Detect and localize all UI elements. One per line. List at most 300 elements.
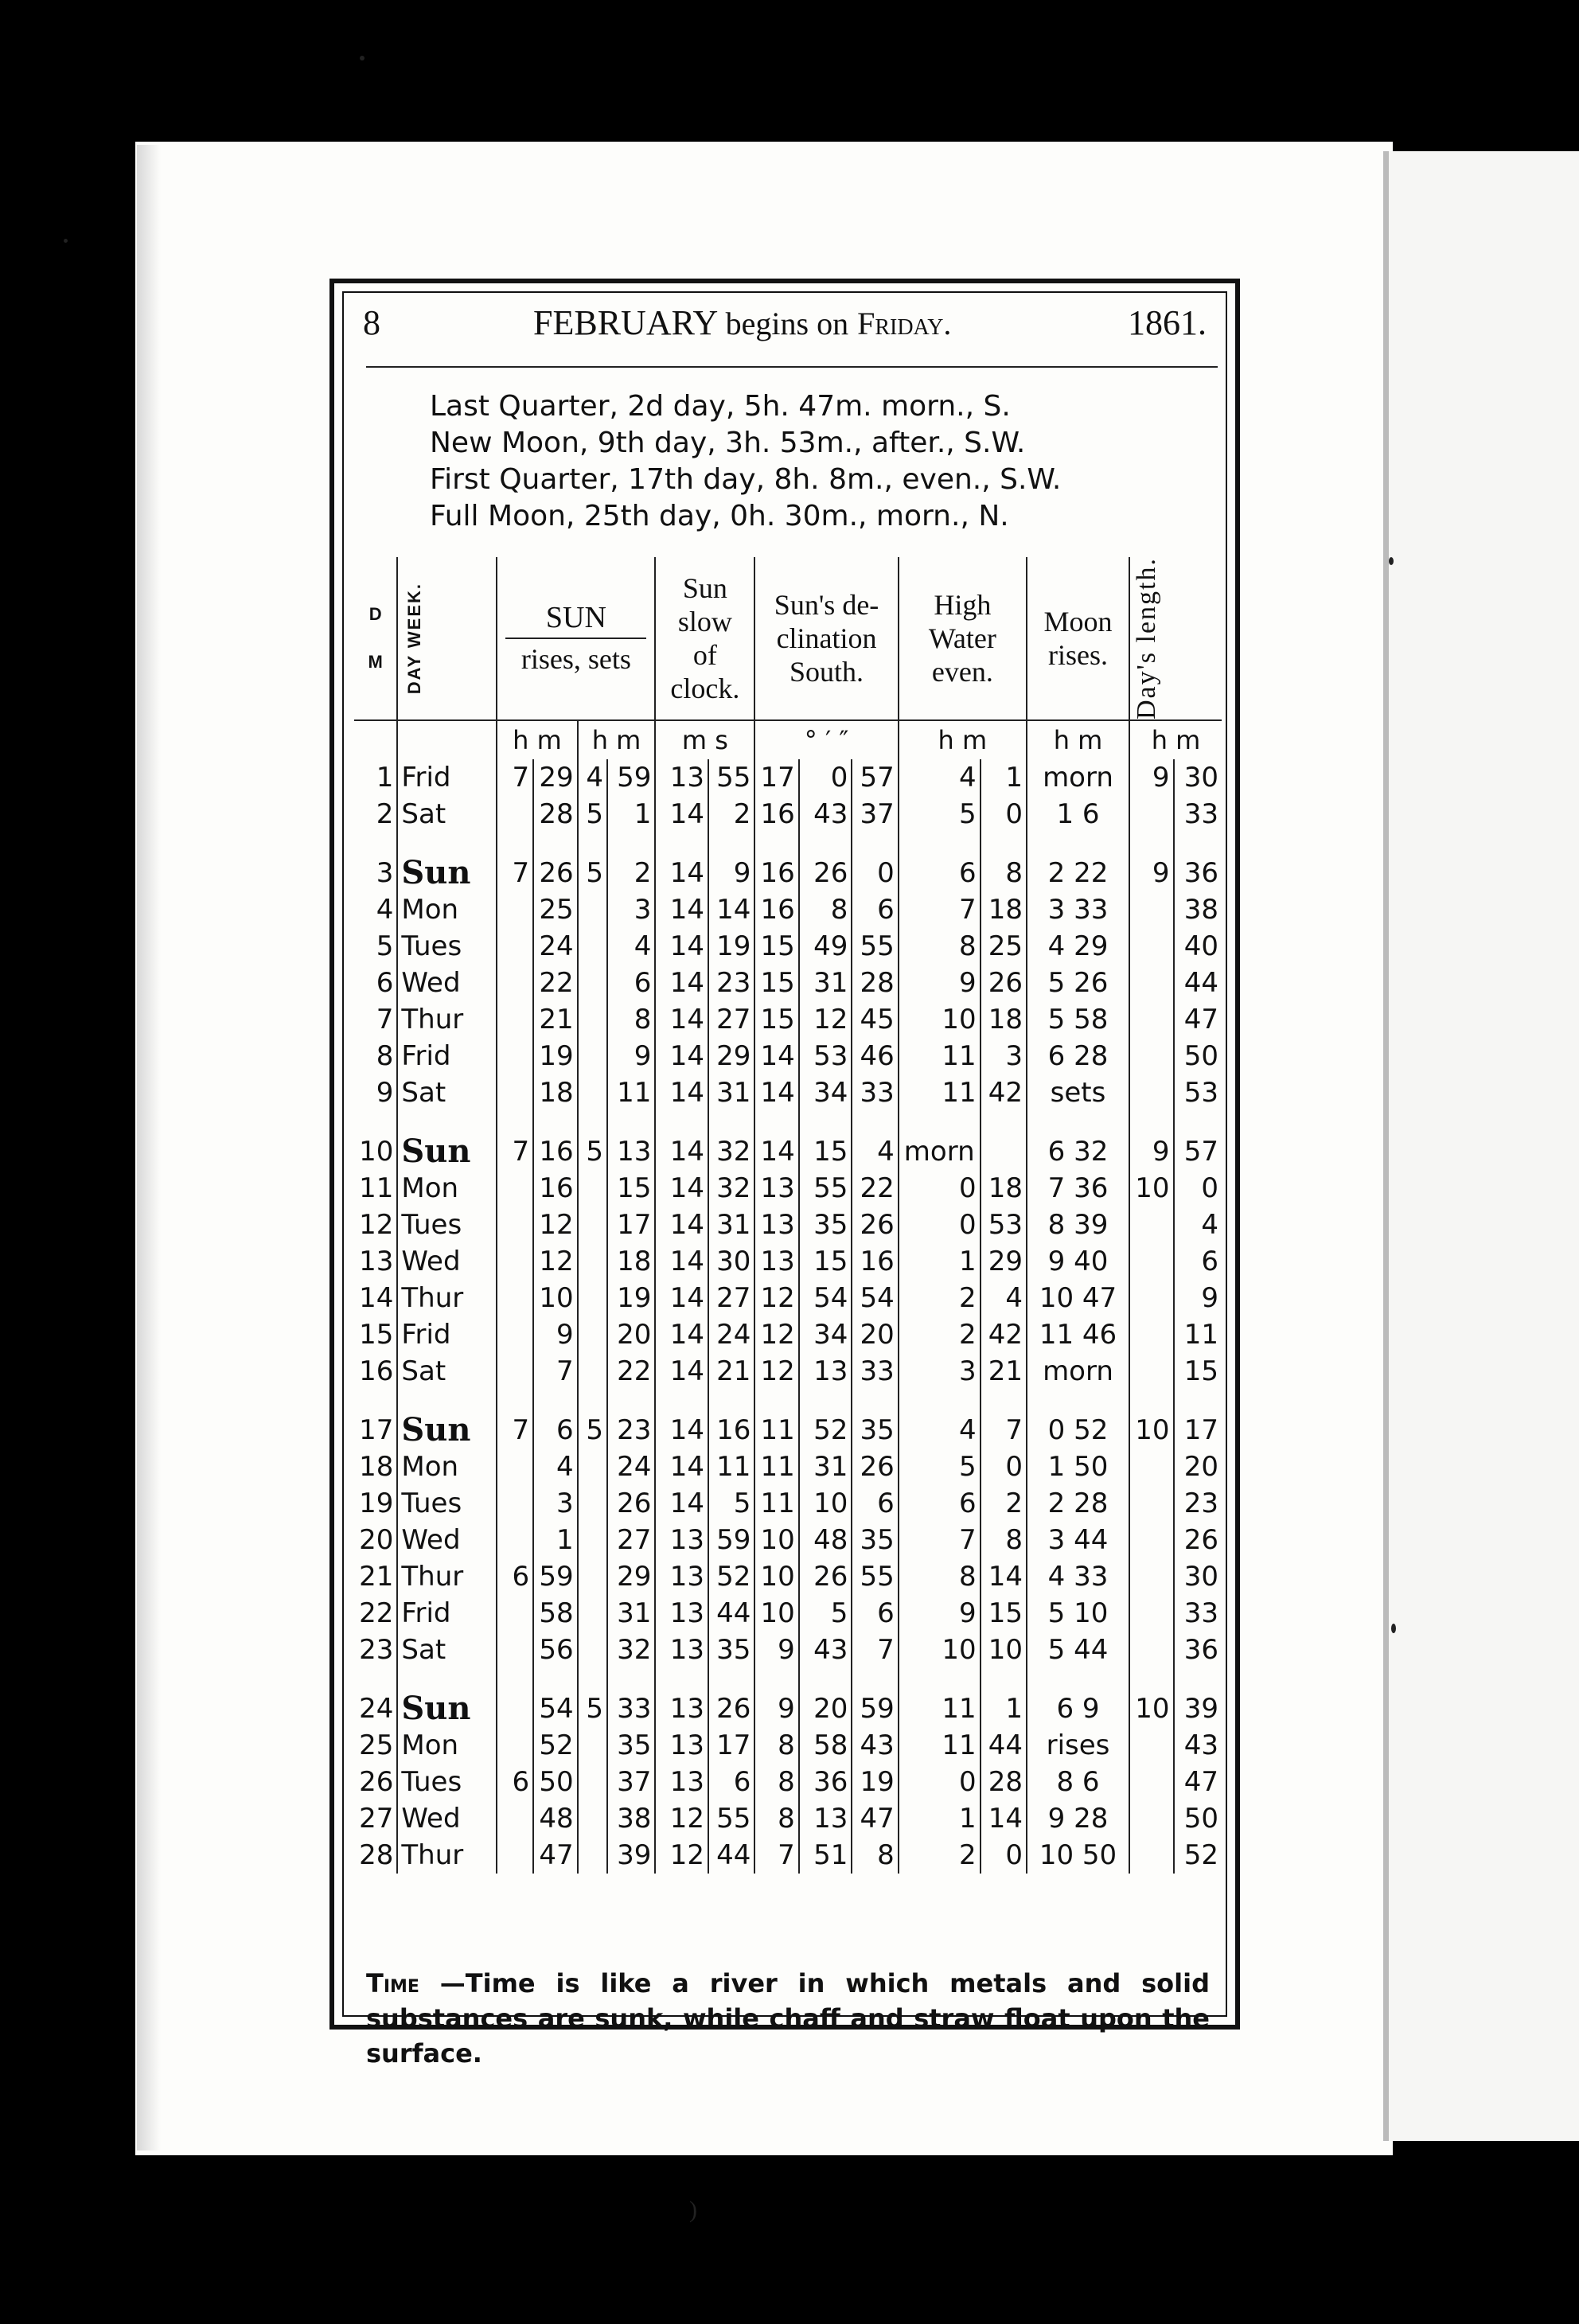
cell-lm: 47	[1174, 1764, 1222, 1800]
cell-slow_m: 13	[655, 1690, 708, 1727]
cell-lm: 53	[1174, 1074, 1222, 1111]
cell-slow_s: 17	[708, 1727, 754, 1764]
cell-lm: 38	[1174, 891, 1222, 928]
cell-wh: 5	[899, 796, 981, 833]
cell-dsec: 35	[852, 1412, 898, 1449]
cell-day: Sat	[397, 1353, 497, 1390]
cell-sm: 8	[607, 1001, 655, 1038]
cell-rm: 12	[533, 1243, 577, 1280]
cell-lm: 6	[1174, 1243, 1222, 1280]
cell-wh: 0	[899, 1207, 981, 1243]
cell-day: Tues	[397, 1207, 497, 1243]
cell-rh	[497, 1001, 533, 1038]
cell-sh: 5	[578, 855, 607, 891]
cell-moon: 3 44	[1027, 1522, 1129, 1558]
cell-slow_m: 13	[655, 759, 708, 796]
cell-dm: 21	[359, 1561, 394, 1593]
cell-slow_m: 14	[655, 1038, 708, 1074]
cell-lm: 30	[1174, 759, 1222, 796]
cell-lm: 30	[1174, 1558, 1222, 1595]
cell-wh: 6	[899, 1485, 981, 1522]
cell-dm: 27	[359, 1803, 394, 1835]
cell-dsec: 7	[852, 1632, 898, 1668]
cell-dm: 18	[359, 1451, 394, 1483]
cell-wh: 8	[899, 928, 981, 965]
cell-dd: 13	[754, 1170, 798, 1207]
cell-dd: 10	[754, 1595, 798, 1632]
cell-dd: 14	[754, 1074, 798, 1111]
cell-sh	[578, 965, 607, 1001]
page-number: 8	[363, 303, 380, 342]
cell-dsec: 26	[852, 1449, 898, 1485]
cell-wm: 1	[981, 759, 1027, 796]
cell-rm: 12	[533, 1207, 577, 1243]
cell-moon: 8 39	[1027, 1207, 1129, 1243]
speck	[1389, 557, 1394, 565]
cell-rh	[497, 1074, 533, 1111]
cell-dmin: 15	[799, 1133, 852, 1170]
cell-slow_m: 13	[655, 1764, 708, 1800]
cell-day: Sat	[397, 796, 497, 833]
cell-moon: 1 50	[1027, 1449, 1129, 1485]
page-title	[533, 302, 951, 343]
table-row	[354, 796, 1222, 833]
cell-day: Tues	[397, 1485, 497, 1522]
cell-dmin: 0	[799, 759, 852, 796]
cell-lm: 40	[1174, 928, 1222, 965]
cell-rm: 47	[533, 1837, 577, 1874]
cell-rm: 29	[533, 759, 577, 796]
cell-slow_m: 14	[655, 1485, 708, 1522]
phase-line: New Moon, 9th day, 3h. 53m., after., S.W.	[430, 427, 1026, 459]
table-row	[354, 1038, 1222, 1074]
page-header	[357, 302, 1216, 350]
cell-slow_s: 31	[708, 1074, 754, 1111]
cell-day: Wed	[397, 965, 497, 1001]
cell-day: Sun	[397, 1412, 497, 1449]
table-row	[354, 1595, 1222, 1632]
cell-dsec: 28	[852, 965, 898, 1001]
cell-wm: 42	[981, 1074, 1027, 1111]
cell-lm: 52	[1174, 1837, 1222, 1874]
table-row	[354, 1074, 1222, 1111]
cell-rh	[497, 1243, 533, 1280]
cell-dmin: 12	[799, 1001, 852, 1038]
cell-rm: 6	[533, 1412, 577, 1449]
cell-rm: 58	[533, 1595, 577, 1632]
table-row	[354, 1522, 1222, 1558]
cell-dm: 23	[359, 1634, 394, 1666]
cell-lh: 10	[1129, 1690, 1173, 1727]
cell-sm: 9	[607, 1038, 655, 1074]
cell-moon: rises	[1027, 1727, 1129, 1764]
cell-dd: 15	[754, 928, 798, 965]
cell-sh	[578, 1243, 607, 1280]
cell-rh	[497, 1449, 533, 1485]
cell-lh	[1129, 1485, 1173, 1522]
cell-wh: 8	[899, 1558, 981, 1595]
cell-dd: 17	[754, 759, 798, 796]
cell-slow_m: 14	[655, 855, 708, 891]
cell-lh	[1129, 1727, 1173, 1764]
cell-day: Thur	[397, 1558, 497, 1595]
proverb	[366, 1966, 1210, 2071]
cell-wm	[981, 1133, 1027, 1170]
cell-moon: 10 50	[1027, 1837, 1129, 1874]
cell-sm: 27	[607, 1522, 655, 1558]
table-row	[354, 1485, 1222, 1522]
cell-sm: 17	[607, 1207, 655, 1243]
cell-day: Tues	[397, 1764, 497, 1800]
cell-lh: 10	[1129, 1412, 1173, 1449]
cell-lm: 33	[1174, 1595, 1222, 1632]
cell-slow_m: 14	[655, 1412, 708, 1449]
cell-lm: 17	[1174, 1412, 1222, 1449]
col-moon-rises: Moon rises.	[1027, 557, 1129, 720]
cell-dm: 4	[376, 894, 394, 926]
cell-day: Sun	[397, 855, 497, 891]
cell-rh	[497, 891, 533, 928]
cell-dm: 10	[359, 1136, 394, 1168]
cell-rm: 56	[533, 1632, 577, 1668]
cell-rm: 21	[533, 1001, 577, 1038]
cell-sm: 23	[607, 1412, 655, 1449]
cell-dm: 9	[376, 1077, 394, 1109]
cell-lm: 11	[1174, 1316, 1222, 1353]
cell-dsec: 45	[852, 1001, 898, 1038]
cell-slow_s: 9	[708, 855, 754, 891]
cell-wm: 15	[981, 1595, 1027, 1632]
cell-moon: 9 28	[1027, 1800, 1129, 1837]
cell-dmin: 10	[799, 1485, 852, 1522]
cell-moon: 5 26	[1027, 965, 1129, 1001]
cell-slow_s: 23	[708, 965, 754, 1001]
cell-rh	[497, 1837, 533, 1874]
cell-slow_m: 14	[655, 965, 708, 1001]
cell-dsec: 19	[852, 1764, 898, 1800]
cell-day: Frid	[397, 759, 497, 796]
cell-dd: 11	[754, 1485, 798, 1522]
cell-slow_s: 19	[708, 928, 754, 965]
cell-dmin: 58	[799, 1727, 852, 1764]
cell-rh	[497, 965, 533, 1001]
phase-line: Last Quarter, 2d day, 5h. 47m. morn., S.	[430, 390, 1011, 423]
cell-sh: 5	[578, 1133, 607, 1170]
cell-dd: 13	[754, 1243, 798, 1280]
cell-rh: 7	[497, 759, 533, 796]
cell-rm: 50	[533, 1764, 577, 1800]
cell-lm: 47	[1174, 1001, 1222, 1038]
cell-slow_s: 14	[708, 891, 754, 928]
cell-dm: 16	[359, 1355, 394, 1387]
cell-sm: 15	[607, 1170, 655, 1207]
cell-dmin: 15	[799, 1243, 852, 1280]
cell-dsec: 43	[852, 1727, 898, 1764]
table-row	[354, 1316, 1222, 1353]
cell-wm: 8	[981, 1522, 1027, 1558]
cell-sh	[578, 1207, 607, 1243]
cell-dd: 8	[754, 1764, 798, 1800]
cell-slow_s: 26	[708, 1690, 754, 1727]
cell-sm: 29	[607, 1558, 655, 1595]
cell-sh	[578, 1038, 607, 1074]
cell-rm: 16	[533, 1133, 577, 1170]
cell-slow_s: 21	[708, 1353, 754, 1390]
cell-sm: 37	[607, 1764, 655, 1800]
cell-sh	[578, 1353, 607, 1390]
cell-lh: 9	[1129, 1133, 1173, 1170]
cell-day: Tues	[397, 928, 497, 965]
cell-lh	[1129, 1837, 1173, 1874]
moon-phases	[430, 388, 1061, 535]
cell-slow_s: 2	[708, 796, 754, 833]
col-sun	[497, 557, 655, 720]
cell-lh: 10	[1129, 1170, 1173, 1207]
footer-mark: )	[689, 2197, 697, 2223]
cell-dsec: 0	[852, 855, 898, 891]
col-dm-m: M	[368, 652, 383, 672]
cell-dm: 19	[359, 1488, 394, 1519]
cell-wm: 18	[981, 1170, 1027, 1207]
cell-sh	[578, 928, 607, 965]
cell-dd: 16	[754, 796, 798, 833]
cell-moon: 10 47	[1027, 1280, 1129, 1316]
cell-dsec: 33	[852, 1353, 898, 1390]
cell-wm: 14	[981, 1800, 1027, 1837]
cell-slow_s: 30	[708, 1243, 754, 1280]
cell-slow_m: 13	[655, 1595, 708, 1632]
cell-sm: 22	[607, 1353, 655, 1390]
cell-dsec: 22	[852, 1170, 898, 1207]
cell-dd: 15	[754, 1001, 798, 1038]
cell-dsec: 46	[852, 1038, 898, 1074]
cell-moon: 2 28	[1027, 1485, 1129, 1522]
cell-lh	[1129, 1207, 1173, 1243]
cell-dm: 3	[376, 857, 394, 889]
cell-sh	[578, 1595, 607, 1632]
cell-lm: 20	[1174, 1449, 1222, 1485]
cell-rh: 7	[497, 1133, 533, 1170]
cell-rh: 7	[497, 1412, 533, 1449]
cell-dmin: 26	[799, 1558, 852, 1595]
cell-dmin: 31	[799, 1449, 852, 1485]
cell-lh	[1129, 1522, 1173, 1558]
cell-dmin: 26	[799, 855, 852, 891]
cell-sh	[578, 1316, 607, 1353]
cell-rh: 6	[497, 1764, 533, 1800]
cell-moon: sets	[1027, 1074, 1129, 1111]
cell-rm: 1	[533, 1522, 577, 1558]
almanac-table	[354, 557, 1222, 1874]
cell-slow_m: 14	[655, 1280, 708, 1316]
cell-lm: 9	[1174, 1280, 1222, 1316]
table-row	[354, 1170, 1222, 1207]
cell-slow_s: 27	[708, 1280, 754, 1316]
cell-day: Sun	[397, 1690, 497, 1727]
table-row	[354, 1001, 1222, 1038]
cell-sh	[578, 1764, 607, 1800]
cell-day: Wed	[397, 1522, 497, 1558]
cell-wh: 0	[899, 1764, 981, 1800]
cell-lh	[1129, 965, 1173, 1001]
cell-dd: 8	[754, 1727, 798, 1764]
cell-rm: 9	[533, 1316, 577, 1353]
cell-lh	[1129, 1595, 1173, 1632]
cell-sh: 5	[578, 1690, 607, 1727]
cell-wm: 7	[981, 1412, 1027, 1449]
cell-moon: 5 44	[1027, 1632, 1129, 1668]
cell-sm: 33	[607, 1690, 655, 1727]
cell-sm: 13	[607, 1133, 655, 1170]
cell-rm: 52	[533, 1727, 577, 1764]
units-row: h m h m m s ° ′ ″ h m h m h m	[354, 720, 1222, 759]
cell-dsec: 16	[852, 1243, 898, 1280]
cell-dd: 14	[754, 1133, 798, 1170]
cell-moon: morn	[1027, 759, 1129, 796]
cell-sm: 1	[607, 796, 655, 833]
cell-slow_s: 24	[708, 1316, 754, 1353]
col-sun-title: SUN	[505, 601, 646, 639]
table-row	[354, 1449, 1222, 1485]
cell-day: Wed	[397, 1243, 497, 1280]
cell-wh: 10	[899, 1001, 981, 1038]
cell-wh: 2	[899, 1316, 981, 1353]
cell-dm: 1	[376, 762, 394, 794]
cell-dm: 24	[359, 1693, 394, 1725]
table-row	[354, 1764, 1222, 1800]
table-row	[354, 891, 1222, 928]
table-row	[354, 1632, 1222, 1668]
cell-sh	[578, 1632, 607, 1668]
cell-wh: 9	[899, 965, 981, 1001]
cell-slow_s: 44	[708, 1595, 754, 1632]
cell-dsec: 6	[852, 1485, 898, 1522]
cell-dmin: 48	[799, 1522, 852, 1558]
table-row	[354, 759, 1222, 796]
cell-dd: 9	[754, 1632, 798, 1668]
cell-dsec: 6	[852, 891, 898, 928]
cell-wh: 7	[899, 1522, 981, 1558]
cell-wm: 18	[981, 1001, 1027, 1038]
cell-dm: 15	[359, 1319, 394, 1351]
cell-dmin: 52	[799, 1412, 852, 1449]
cell-slow_m: 14	[655, 891, 708, 928]
cell-moon: 6 28	[1027, 1038, 1129, 1074]
cell-sm: 4	[607, 928, 655, 965]
cell-moon: 6 32	[1027, 1133, 1129, 1170]
cell-dsec: 47	[852, 1800, 898, 1837]
cell-dd: 15	[754, 965, 798, 1001]
cell-rh	[497, 1170, 533, 1207]
cell-sh: 4	[578, 759, 607, 796]
cell-dm: 26	[359, 1766, 394, 1798]
cell-sh	[578, 1280, 607, 1316]
cell-moon: 4 29	[1027, 928, 1129, 965]
cell-wh: 11	[899, 1690, 981, 1727]
cell-rm: 19	[533, 1038, 577, 1074]
cell-day: Frid	[397, 1038, 497, 1074]
week-gap	[354, 1668, 1222, 1690]
cell-sh	[578, 1727, 607, 1764]
cell-slow_s: 55	[708, 759, 754, 796]
cell-dm: 2	[376, 798, 394, 830]
cell-wm: 53	[981, 1207, 1027, 1243]
cell-wm: 14	[981, 1558, 1027, 1595]
cell-moon: 1 6	[1027, 796, 1129, 833]
cell-lm: 4	[1174, 1207, 1222, 1243]
cell-dm: 25	[359, 1729, 394, 1761]
cell-slow_m: 14	[655, 1074, 708, 1111]
cell-dsec: 6	[852, 1595, 898, 1632]
cell-wm: 10	[981, 1632, 1027, 1668]
cell-wm: 2	[981, 1485, 1027, 1522]
cell-dmin: 54	[799, 1280, 852, 1316]
cell-rh: 6	[497, 1558, 533, 1595]
table-row	[354, 928, 1222, 965]
cell-wm: 4	[981, 1280, 1027, 1316]
cell-sh	[578, 1074, 607, 1111]
header-rule	[366, 366, 1218, 368]
col-high-water: High Water even.	[899, 557, 1027, 720]
table-row	[354, 1837, 1222, 1874]
cell-rm: 10	[533, 1280, 577, 1316]
cell-dd: 10	[754, 1558, 798, 1595]
cell-sh	[578, 1001, 607, 1038]
cell-lh	[1129, 1280, 1173, 1316]
cell-slow_s: 32	[708, 1170, 754, 1207]
cell-slow_s: 6	[708, 1764, 754, 1800]
cell-lm: 39	[1174, 1690, 1222, 1727]
cell-wm: 25	[981, 928, 1027, 965]
cell-lh	[1129, 891, 1173, 928]
cell-dsec: 55	[852, 928, 898, 965]
cell-dmin: 34	[799, 1074, 852, 1111]
cell-sm: 2	[607, 855, 655, 891]
cell-rm: 26	[533, 855, 577, 891]
cell-slow_m: 13	[655, 1632, 708, 1668]
cell-dd: 11	[754, 1449, 798, 1485]
cell-slow_s: 55	[708, 1800, 754, 1837]
phase-line: Full Moon, 25th day, 0h. 30m., morn., N.	[430, 500, 1009, 532]
cell-dsec: 55	[852, 1558, 898, 1595]
cell-dm: 17	[359, 1414, 394, 1446]
table-row	[354, 1207, 1222, 1243]
cell-wh: 11	[899, 1074, 981, 1111]
cell-rh	[497, 1038, 533, 1074]
cell-dd: 16	[754, 891, 798, 928]
cell-dm: 12	[359, 1209, 394, 1241]
cell-dsec: 4	[852, 1133, 898, 1170]
cell-moon: 9 40	[1027, 1243, 1129, 1280]
cell-moon: 11 46	[1027, 1316, 1129, 1353]
cell-dmin: 5	[799, 1595, 852, 1632]
proverb-label: Time	[366, 1968, 419, 1998]
cell-slow_m: 14	[655, 928, 708, 965]
weekday-name: Friday.	[857, 306, 952, 341]
cell-slow_m: 14	[655, 1353, 708, 1390]
cell-slow_m: 13	[655, 1727, 708, 1764]
table-row	[354, 1558, 1222, 1595]
cell-day: Frid	[397, 1595, 497, 1632]
cell-rh	[497, 1632, 533, 1668]
cell-sm: 59	[607, 759, 655, 796]
cell-rh	[497, 1485, 533, 1522]
cell-wh: 1	[899, 1800, 981, 1837]
cell-slow_m: 14	[655, 1133, 708, 1170]
cell-moon: 0 52	[1027, 1412, 1129, 1449]
cell-rm: 22	[533, 965, 577, 1001]
cell-wh: 4	[899, 1412, 981, 1449]
